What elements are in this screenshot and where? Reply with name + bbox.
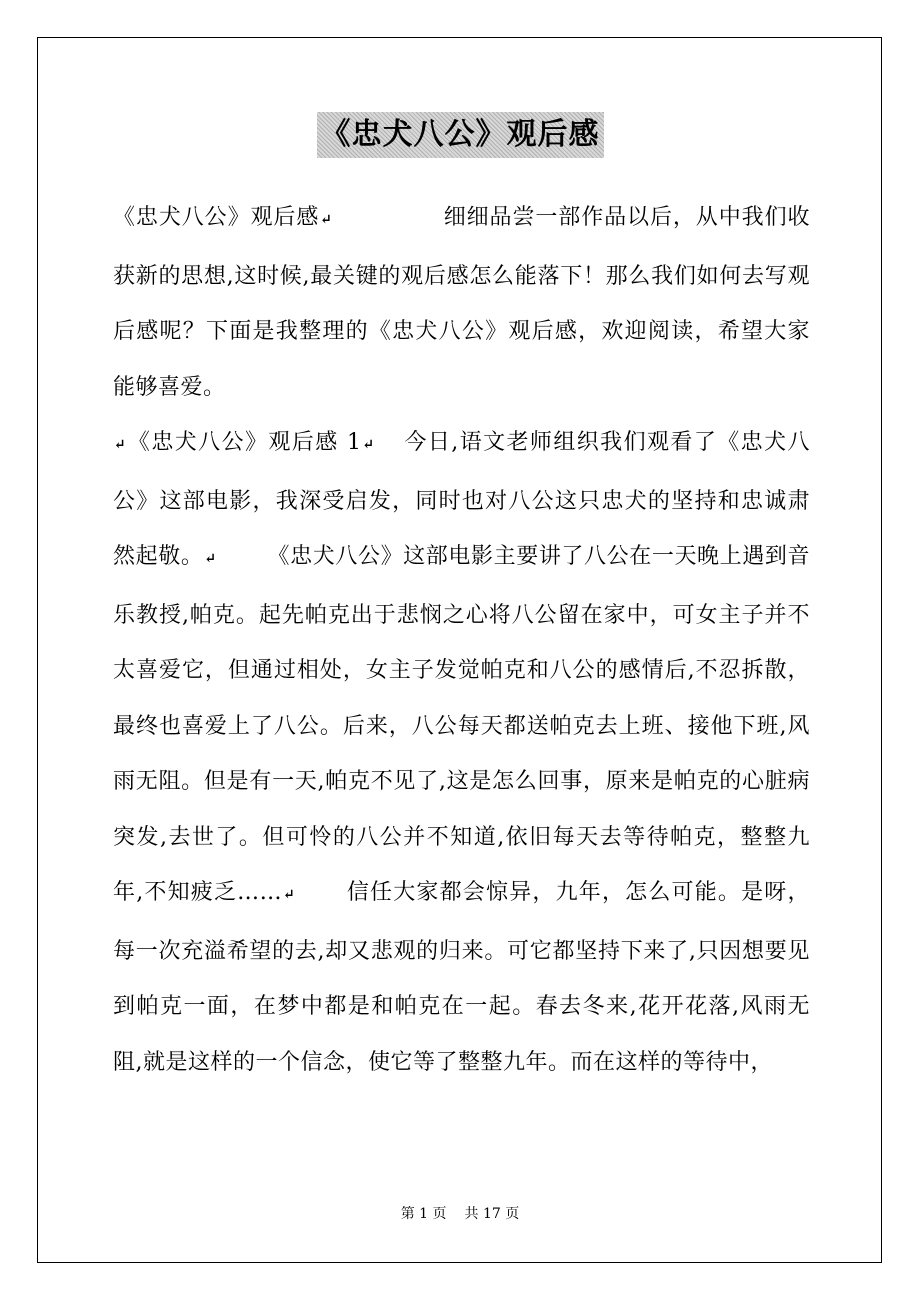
essay1-heading: 《忠犬八公》观后感 1 — [127, 430, 362, 455]
paragraph-mark-icon: ↵ — [204, 551, 217, 567]
page-footer — [0, 1204, 920, 1224]
intro-lead: 《忠犬八公》观后感 — [113, 205, 320, 230]
page-total: 共 17 页 — [464, 1206, 520, 1222]
essay1-p2: 《忠犬八公》这部电影主要讲了八公在一天晚上遇到音乐教授,帕克。起先帕克出于悲悯之心将八公留在家中，可女主子并不太喜爱它，但通过相处，女主子发觉帕克和八公的感情后,不忍拆散，最终也喜爱上了八公。后来，八公每天都送帕克去上班、接他下班,风雨无阻。但是有一天,帕克不见了,这是怎么回事，原来是帕克的心脏病突发,去世了。但可怜的八公并不知道,依旧每天去等待帕克，整整九年,不知疲乏…… — [113, 544, 810, 905]
document-body — [113, 190, 810, 1090]
essay1-paragraph — [113, 415, 810, 1090]
page-number: 第 1 页 — [400, 1206, 447, 1222]
paragraph-mark-icon: ↵ — [283, 887, 296, 903]
intro-paragraph — [113, 190, 810, 415]
paragraph-mark-icon: ↵ — [320, 212, 333, 228]
paragraph-mark-icon: ↵ — [362, 437, 375, 453]
document-title: 《忠犬八公》观后感 — [317, 112, 604, 158]
essay1-p3: 信任大家都会惊异，九年，怎么可能。是呀，每一次充溢希望的去,却又悲观的归来。可它都坚持下来了,只因想要见到帕克一面，在梦中都是和帕克在一起。春去冬来,花开花落,风雨无阻,就是这样的一个信念，使它等了整整九年。而在这样的等待中， — [113, 880, 810, 1075]
intro-text: 细细品尝一部作品以后，从中我们收获新的思想,这时候,最关键的观后感怎么能落下！那么我们如何去写观后感呢？下面是我整理的《忠犬八公》观后感，欢迎阅读，希望大家能够喜爱。 — [113, 205, 810, 400]
paragraph-mark-icon: ↵ — [113, 437, 127, 453]
essay1-p1: 今日,语文老师组织我们观看了《忠犬八公》这部电影，我深受启发，同时也对八公这只忠犬的坚持和忠诚肃然起敬。 — [113, 430, 810, 569]
title-container — [0, 112, 920, 158]
